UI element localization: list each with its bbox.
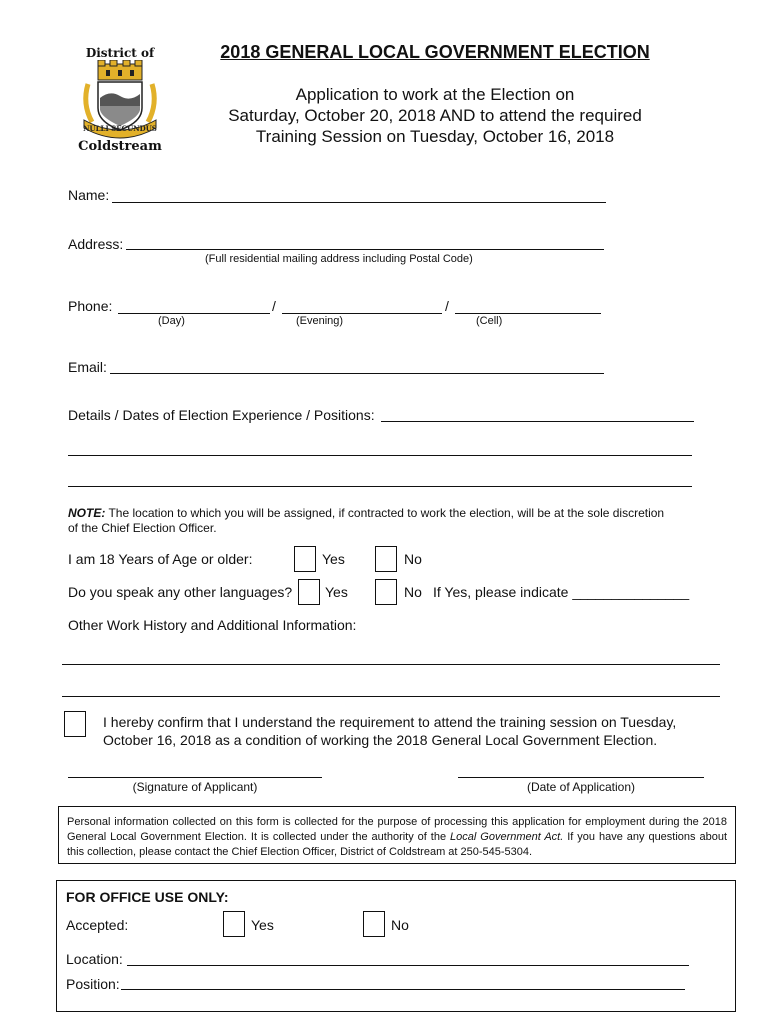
phone-label: Phone: <box>68 298 113 314</box>
phone-day-field[interactable] <box>118 313 270 314</box>
privacy-text-end: If you have any questions about this collection, please contact the Chief Election Officer, District of Coldstream at 250-545-5304. <box>67 831 728 858</box>
age-question: I am 18 Years of Age or older: <box>68 551 253 567</box>
confirm-line: October 16, 2018 as a condition of working the 2018 General Local Government Election. <box>103 732 658 748</box>
office-use-box <box>56 880 736 1012</box>
privacy-text: Personal information collected on this form is collected for the purpose of processing this application for employment during the 2018 General Local Government Election. It is collected under the authority of the <box>67 816 727 843</box>
language-indicate[interactable]: If Yes, please indicate _______________ <box>433 584 690 600</box>
phone-evening-field[interactable] <box>282 313 442 314</box>
privacy-act: Local Government Act. <box>450 831 564 843</box>
age-yes-checkbox[interactable] <box>294 546 316 572</box>
phone-separator: / <box>445 298 449 314</box>
email-field[interactable] <box>110 373 604 374</box>
page-title: 2018 GENERAL LOCAL GOVERNMENT ELECTION <box>220 42 650 62</box>
name-label: Name: <box>68 187 110 203</box>
language-question: Do you speak any other languages? <box>68 584 293 600</box>
position-label: Position: <box>66 976 120 992</box>
privacy-notice <box>58 806 736 864</box>
crest-icon <box>78 60 162 140</box>
email-label: Email: <box>68 359 107 375</box>
signature-label: (Signature of Applicant) <box>132 780 258 794</box>
confirm-line: I hereby confirm that I understand the requirement to attend the training session on Tuesday, <box>103 714 677 730</box>
age-yes-label: Yes <box>322 551 345 567</box>
location-label: Location: <box>66 951 123 967</box>
note-text: The location to which you will be assigned, if contracted to work the election, will be at the sole discretion <box>108 506 665 520</box>
work-history-field[interactable] <box>62 664 720 665</box>
experience-field-line-3[interactable] <box>68 486 692 487</box>
subtitle-line: Saturday, October 20, 2018 AND to attend the required <box>228 106 642 125</box>
accepted-yes-label: Yes <box>251 917 274 933</box>
note-label: NOTE: <box>68 506 106 520</box>
office-heading: FOR OFFICE USE ONLY: <box>66 889 229 905</box>
confirm-checkbox[interactable] <box>64 711 86 737</box>
page-subtitle <box>190 84 680 147</box>
work-history-field-line-2[interactable] <box>62 696 720 697</box>
work-history-label: Other Work History and Additional Information: <box>68 617 357 633</box>
experience-label: Details / Dates of Election Experience / Positions: <box>68 407 375 423</box>
phone-evening-hint: (Evening) <box>296 315 344 327</box>
logo-bottom-text: Coldstream <box>78 139 162 154</box>
language-yes-checkbox[interactable] <box>298 579 320 605</box>
location-field[interactable] <box>127 965 689 966</box>
accepted-label: Accepted: <box>66 917 129 933</box>
accepted-no-label: No <box>391 917 409 933</box>
language-yes-label: Yes <box>325 584 348 600</box>
phone-cell-field[interactable] <box>455 313 601 314</box>
phone-day-hint: (Day) <box>158 315 185 327</box>
language-no-checkbox[interactable] <box>375 579 397 605</box>
position-field[interactable] <box>121 989 685 990</box>
address-label: Address: <box>68 236 124 252</box>
confirm-text <box>103 713 676 749</box>
address-hint: (Full residential mailing address including Postal Code) <box>205 253 473 265</box>
date-field[interactable] <box>458 777 704 778</box>
subtitle-line: Application to work at the Election on <box>295 85 575 104</box>
district-logo <box>70 42 170 160</box>
subtitle-line: Training Session on Tuesday, October 16, 2018 <box>255 127 615 146</box>
accepted-yes-checkbox[interactable] <box>223 911 245 937</box>
phone-separator: / <box>272 298 276 314</box>
accepted-no-checkbox[interactable] <box>363 911 385 937</box>
note <box>68 506 708 536</box>
signature-field[interactable] <box>68 777 322 778</box>
note-text-2: of the Chief Election Officer. <box>68 521 217 535</box>
logo-motto: NULLI SECUNDUS <box>83 124 157 133</box>
language-no-label: No <box>404 584 422 600</box>
age-no-label: No <box>404 551 422 567</box>
date-label: (Date of Application) <box>526 780 636 794</box>
name-field[interactable] <box>112 202 606 203</box>
phone-cell-hint: (Cell) <box>476 315 503 327</box>
experience-field[interactable] <box>381 421 694 422</box>
logo-top-text: District of <box>85 46 155 60</box>
age-no-checkbox[interactable] <box>375 546 397 572</box>
address-field[interactable] <box>126 249 604 250</box>
experience-field-line-2[interactable] <box>68 455 692 456</box>
